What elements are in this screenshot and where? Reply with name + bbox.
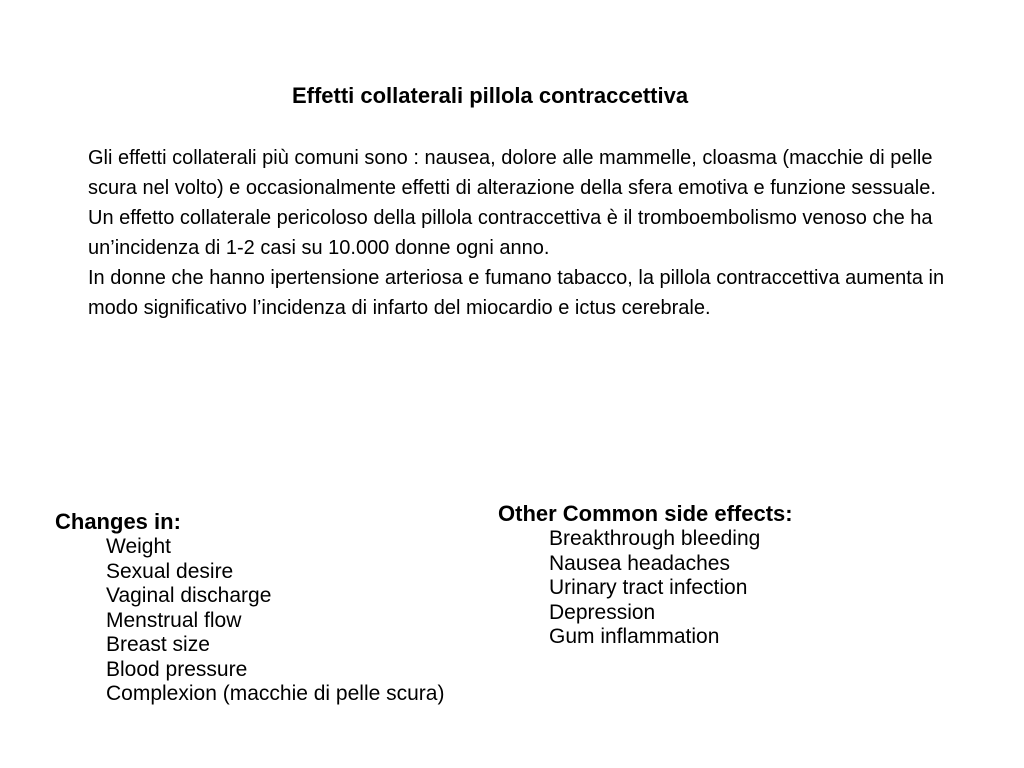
list-item: Depression	[549, 600, 656, 624]
list-item: Breakthrough bleeding	[549, 527, 761, 550]
list-item: Vaginal discharge	[106, 584, 272, 607]
intro-paragraph: Gli effetti collaterali più comuni sono : nausea, dolore alle mammelle, cloasma (macchie di pelle scura nel volto) e occasionalmente effetti di alterazione della sfera emotiva e funzione sessuale.	[88, 147, 936, 199]
slide-title: Effetti collaterali pillola contraccettiva	[291, 83, 689, 108]
list-item: Breast size	[106, 633, 210, 656]
list-item: Urinary tract infection	[549, 576, 748, 599]
changes-list-block	[55, 509, 444, 707]
intro-text	[88, 143, 958, 323]
list-item: Weight	[106, 535, 171, 558]
changes-heading: Changes in:	[55, 509, 181, 534]
list-item: Nausea headaches	[549, 551, 730, 575]
intro-paragraph: In donne che hanno ipertensione arteriosa e fumano tabacco, la pillola contraccettiva aumenta in modo significativo l’incidenza di infarto del miocardio e ictus cerebrale.	[88, 267, 945, 319]
intro-paragraph: Un effetto collaterale pericoloso della pillola contraccettiva è il tromboembolismo venoso che ha un’incidenza di 1-2 casi su 10.000 donne ogni anno.	[88, 207, 933, 259]
changes-list	[55, 535, 444, 707]
list-item: Blood pressure	[106, 657, 248, 681]
list-item: Sexual desire	[106, 559, 234, 583]
other-side-effects-list	[498, 527, 793, 650]
list-item: Menstrual flow	[106, 608, 242, 632]
list-item: Complexion (macchie di pelle scura)	[106, 682, 445, 705]
list-item: Gum inflammation	[549, 625, 720, 648]
other-side-effects-block	[498, 501, 793, 650]
other-side-effects-heading: Other Common side effects:	[498, 501, 793, 526]
